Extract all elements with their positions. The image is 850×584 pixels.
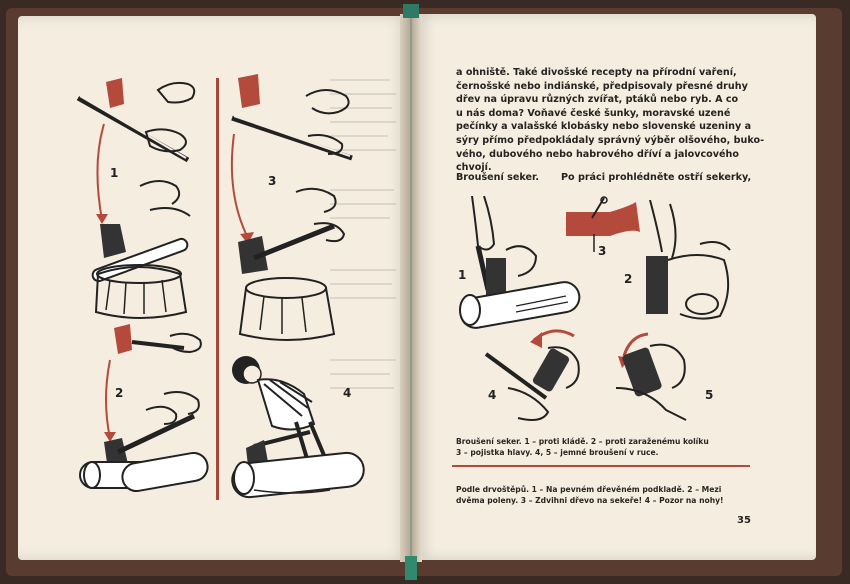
book-gutter bbox=[400, 14, 422, 562]
body-paragraph bbox=[456, 66, 765, 175]
bookmark-ribbon bbox=[403, 4, 419, 18]
body-line: černošské nebo indiánské, předpisovaly přesné druhy bbox=[456, 80, 748, 92]
body-line: vého, dubového nebo habrového dříví a jalovcového bbox=[456, 148, 739, 160]
caption-line: Podle drvoštěpů. 1 – Na pevném dřevěném podkladě. 2 – Mezi bbox=[456, 485, 722, 494]
section-text: Po práci prohlédněte ostří sekerky, bbox=[561, 172, 752, 183]
caption-divider bbox=[452, 465, 750, 467]
body-line: dřev na úpravu různých zvířat, ptáků nebo ryb. A co bbox=[456, 94, 739, 106]
caption-line: 3 – pojistka hlavy. 4, 5 – jemné broušení v ruce. bbox=[456, 448, 659, 457]
sharpening-number-1: 1 bbox=[458, 268, 467, 282]
sharpening-caption bbox=[456, 436, 709, 458]
splitting-illustration-2 bbox=[74, 324, 214, 504]
sharpening-number-3: 3 bbox=[598, 244, 607, 258]
sharpening-number-5: 5 bbox=[705, 388, 714, 402]
bookmark-ribbon-bottom bbox=[405, 556, 417, 580]
sharpening-illustration-5 bbox=[606, 328, 706, 432]
splitting-illustration-1 bbox=[70, 74, 210, 324]
sharpening-number-4: 4 bbox=[488, 388, 497, 402]
body-line: sýry přímo předpokládaly správný výběr olšového, buko- bbox=[456, 134, 765, 146]
figure-number-4: 4 bbox=[343, 386, 352, 400]
splitting-illustration-4 bbox=[224, 350, 372, 506]
section-line bbox=[456, 172, 751, 183]
body-line: pečínky a valašské klobásky nebo slovenské uzeniny a bbox=[456, 121, 752, 133]
sharpening-number-2: 2 bbox=[624, 272, 633, 286]
section-heading: Broušení seker. bbox=[456, 172, 539, 183]
figure-number-2: 2 bbox=[115, 386, 124, 400]
left-page-divider bbox=[216, 78, 219, 500]
splitting-caption bbox=[456, 484, 724, 506]
figure-number-3: 3 bbox=[268, 174, 277, 188]
body-line: a ohniště. Také divošské recepty na přírodní vaření, bbox=[456, 67, 737, 78]
figure-number-1: 1 bbox=[110, 166, 119, 180]
caption-line: Broušení seker. 1 – proti kládě. 2 – proti zaraženému kolíku bbox=[456, 437, 709, 446]
caption-line: dvěma poleny. 3 – Zdvihni dřevo na sekeře! 4 – Pozor na nohy! bbox=[456, 496, 724, 505]
sharpening-illustration-2 bbox=[640, 200, 740, 324]
body-line: u nás doma? Voňavé české šunky, moravské uzené bbox=[456, 107, 731, 119]
body-line: chvojí. bbox=[456, 162, 492, 174]
page-number: 35 bbox=[737, 515, 751, 526]
sharpening-illustration-4 bbox=[478, 328, 598, 432]
splitting-illustration-3 bbox=[224, 74, 364, 344]
